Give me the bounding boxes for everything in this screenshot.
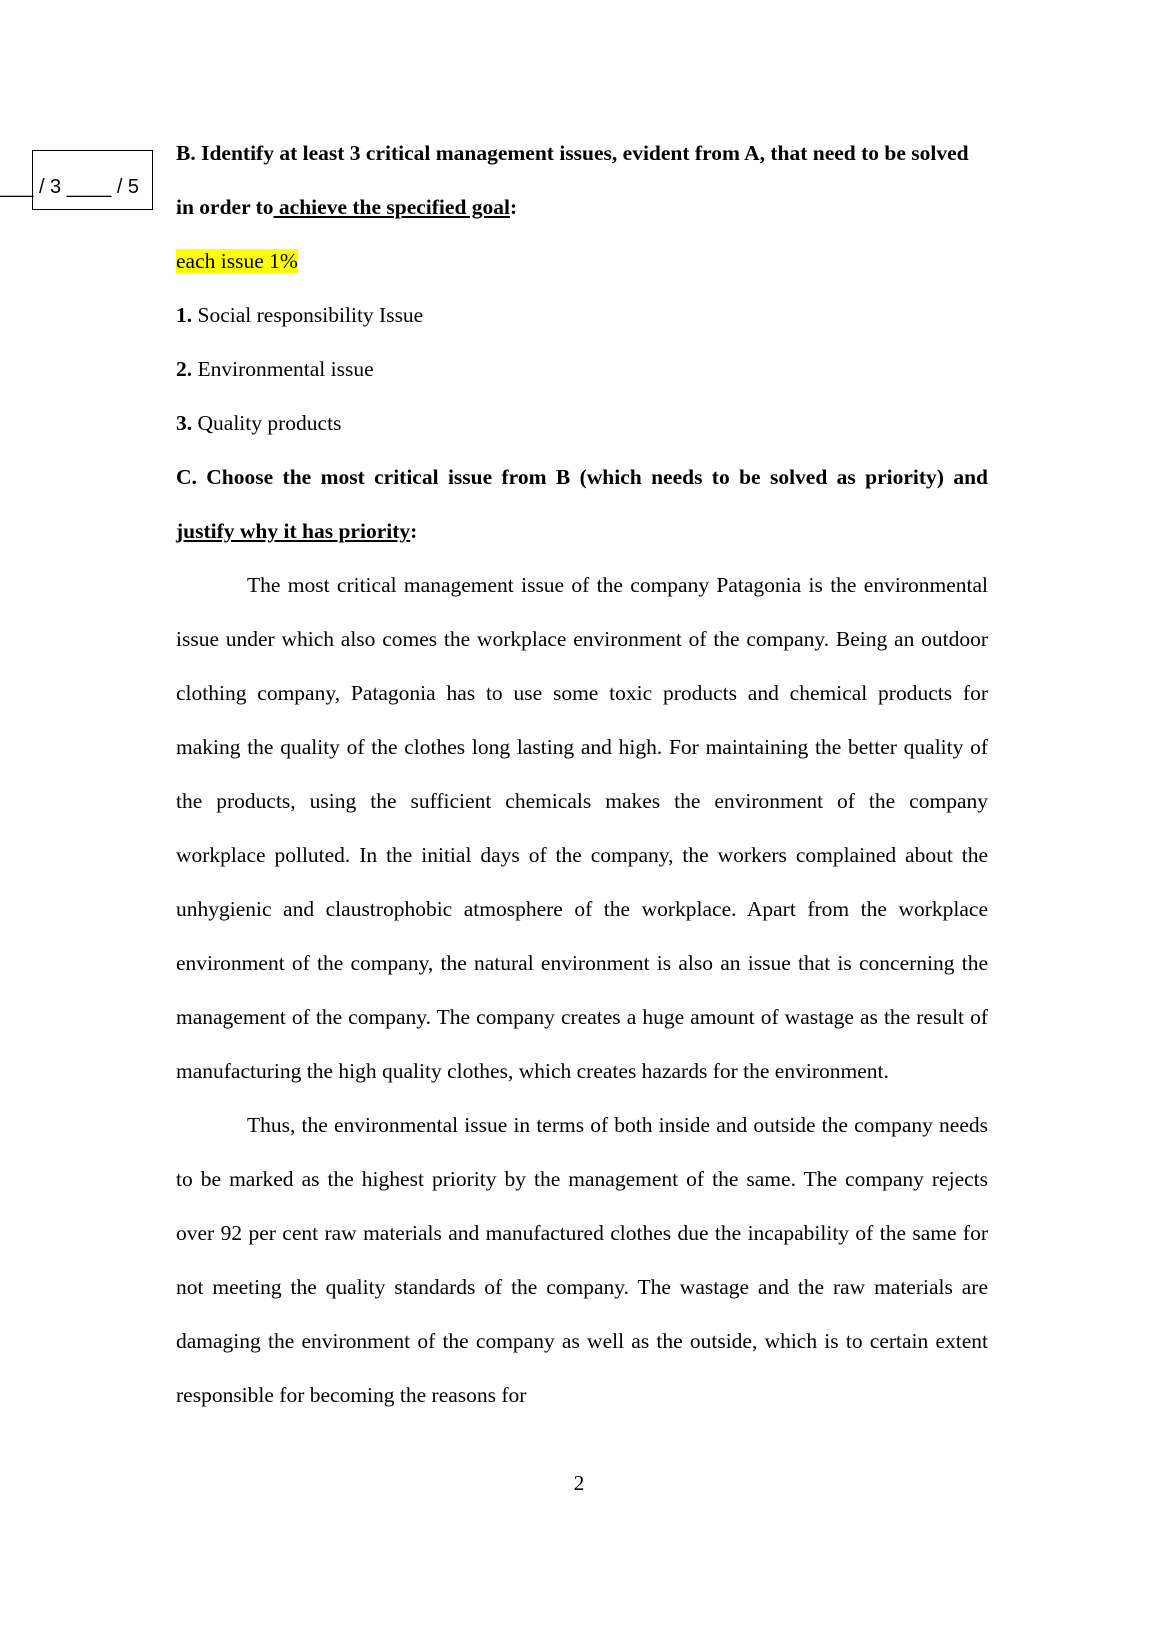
issue-item-1	[176, 288, 988, 342]
section-b-heading-underlined: achieve the specified goal	[273, 195, 511, 219]
issue-number: 3.	[176, 411, 193, 435]
score-total-3: / 3	[38, 176, 62, 198]
grading-note-highlight: each issue 1%	[176, 249, 298, 273]
issue-text: Environmental issue	[192, 357, 374, 381]
section-b-heading-text: B. Identify at least 3 critical management issues, evident from A, that need to be solved in order to	[176, 141, 969, 219]
section-b-heading	[176, 126, 988, 234]
issue-item-3	[176, 396, 988, 450]
section-c-heading-colon: :	[410, 519, 418, 543]
section-c-heading	[176, 450, 988, 558]
score-blank-1[interactable]: ___	[0, 176, 34, 198]
page-number: 2	[573, 1471, 585, 1495]
issue-number: 1.	[176, 303, 193, 327]
section-b-heading-colon: :	[510, 195, 518, 219]
section-c-heading-text: C. Choose the most critical issue from B (which needs to be solved as priority) and	[176, 465, 988, 489]
issue-text: Quality products	[192, 411, 342, 435]
score-total-5: / 5	[116, 176, 140, 198]
issue-text: Social responsibility Issue	[192, 303, 424, 327]
document-body	[176, 126, 988, 1422]
score-fields	[0, 172, 155, 202]
answer-paragraph-1: The most critical management issue of the company Patagonia is the environmental issue under which also comes the workplace environment of the company. Being an outdoor clothing company, Patagonia has to use some toxic products and chemical products for making the quality of the clothes long lasting and high. For maintaining the better quality of the products, using the sufficient chemicals makes the environment of the company workplace polluted. In the initial days of the company, the workers complained about the unhygienic and claustrophobic atmosphere of the workplace. Apart from the workplace environment of the company, the natural environment is also an issue that is concerning the management of the company. The company creates a huge amount of wastage as the result of manufacturing the high quality clothes, which creates hazards for the environment.	[176, 573, 988, 1083]
answer-paragraph-2: Thus, the environmental issue in terms of both inside and outside the company needs to be marked as the highest priority by the management of the same. The company rejects over 92 per cent raw materials and manufactured clothes due the incapability of the same for not meeting the quality standards of the company. The wastage and the raw materials are damaging the environment of the company as well as the outside, which is to certain extent responsible for becoming the reasons for	[176, 1113, 988, 1407]
grading-note	[176, 234, 988, 288]
section-c-heading-underlined: justify why it has priority	[176, 519, 411, 543]
score-blank-2[interactable]: ____	[66, 176, 112, 198]
issue-number: 2.	[176, 357, 193, 381]
issue-item-2	[176, 342, 988, 396]
